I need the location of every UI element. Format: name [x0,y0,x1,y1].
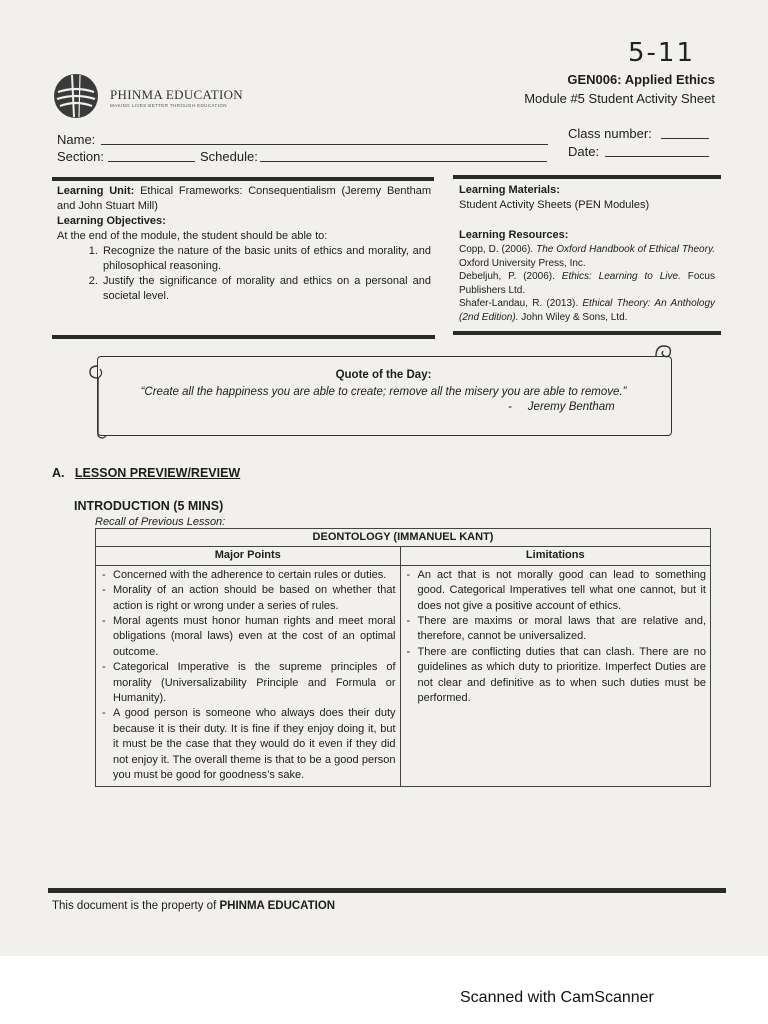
phinma-logo-icon [52,72,100,120]
divider-bar [453,175,721,179]
logo-tagline: MAKING LIVES BETTER THROUGH EDUCATION [110,103,227,108]
scroll-right-curl-icon [652,342,674,366]
date-field-line[interactable] [605,156,709,157]
course-title: GEN006: Applied Ethics [567,72,715,87]
class-number-label: Class number: [568,126,652,141]
section-title: LESSON PREVIEW/REVIEW [74,466,241,480]
section-field-line[interactable] [108,161,195,162]
resources-list [459,243,715,324]
list-item: - Concerned with the adherence to certain rules or duties. [100,568,396,583]
date-label: Date: [568,144,600,159]
column-header-major-points: Major Points [96,547,401,565]
footer-owner: PHINMA EDUCATION [219,900,336,912]
module-title: Module #5 Student Activity Sheet [524,91,715,106]
name-field-line[interactable] [101,144,548,145]
list-item: - Categorical Imperative is the supreme principles of morality (Universalizability Principle and Formula or Humanity). [100,660,396,706]
scanner-watermark: Scanned with CamScanner [460,989,654,1006]
footer-bar [48,888,726,893]
column-header-limitations: Limitations [400,547,710,565]
introduction-heading: INTRODUCTION (5 MINS) [74,499,224,513]
section-letter: A. [52,466,65,480]
divider-bar [52,335,435,339]
quote-text: “Create all the happiness you are able to create; remove all the misery you are able to remove.” [140,386,627,398]
class-number-field-line[interactable] [661,138,709,139]
handwritten-page-note: 5-11 [628,38,696,68]
section-heading [52,466,240,480]
learning-unit-label: Learning Unit: [57,185,135,197]
list-item: - An act that is not morally good can lead to something good. Categorical Imperatives tell what one cannot, but it does not give a positive account of ethics. [405,568,706,614]
objectives-list [57,244,431,304]
list-item: - There are conflicting duties that can clash. There are no guidelines as which duty to prioritize. Imperfect Duties are not clear and definitive as to when such duties must be performed. [405,645,706,707]
schedule-field-line[interactable] [260,161,547,162]
learning-materials-block [459,183,715,324]
recall-label: Recall of Previous Lesson: [95,516,226,528]
name-label: Name: [57,132,96,147]
deontology-table [95,528,711,787]
section-label: Section: [57,149,104,164]
learning-objectives-label: Learning Objectives: [57,215,166,227]
list-item: - A good person is someone who always does their duty because it is their duty. It is fine if they enjoy doing it, but it must be the case that they would do it even if they did not enjoy it. The overall theme is that to be a good person you must be good for goodness’s sake. [100,706,396,783]
list-item: - There are maxims or moral laws that are relative and, therefore, cannot be universalized. [405,614,706,645]
learning-unit-text: Ethical Frameworks: Consequentialism (Jeremy Bentham and John Stuart Mill) [57,185,431,212]
objective-item: 2. Justify the significance of morality and ethics on a personal and societal level. [101,274,431,304]
schedule-label: Schedule: [200,149,258,164]
list-item: - Moral agents must honor human rights and meet moral obligations (moral laws) even at the cost of an optimal outcome. [100,614,396,660]
resource-item: Shafer-Landau, R. (2013). Ethical Theory: An Anthology (2nd Edition). John Wiley & Sons, Ltd. [459,298,715,323]
table-title: DEONTOLOGY (IMMANUEL KANT) [96,529,711,547]
limitations-cell [400,565,710,786]
learning-materials-label: Learning Materials: [459,184,560,196]
resource-item: Debeljuh, P. (2006). Ethics: Learning to Live. Focus Publishers Ltd. [459,271,715,296]
resource-item: Copp, D. (2006). The Oxford Handbook of Ethical Theory. Oxford University Press, Inc. [459,244,715,269]
learning-resources-label: Learning Resources: [459,229,569,241]
major-points-cell [96,565,401,786]
quote-author: - Jeremy Bentham [508,401,615,413]
divider-bar [453,331,721,335]
objective-item: 1. Recognize the nature of the basic units of ethics and morality, and philosophical reasoning. [101,244,431,274]
footer-text: This document is the property of PHINMA EDUCATION [52,900,336,912]
quote-title: Quote of the Day: [335,369,432,381]
divider-bar [52,177,434,181]
objectives-intro: At the end of the module, the student should be able to: [57,230,328,242]
learning-materials-text: Student Activity Sheets (PEN Modules) [459,199,650,211]
learning-unit-block [57,184,431,304]
list-item: - Morality of an action should be based on whether that action is right or wrong under a series of rules. [100,583,396,614]
logo-wordmark: PHINMA EDUCATION [110,87,243,102]
